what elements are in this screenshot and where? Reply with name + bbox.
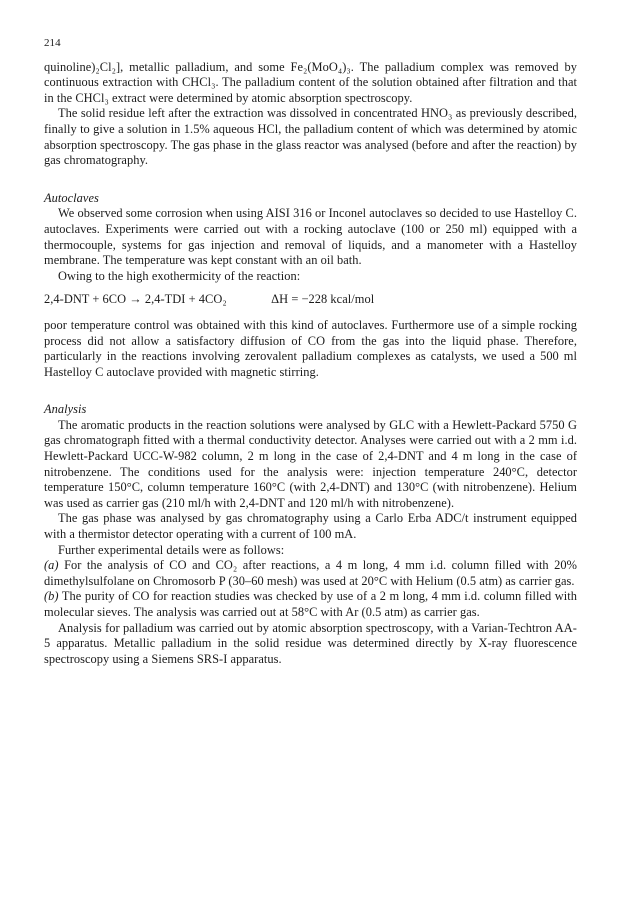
page-number: 214 [44,37,61,49]
analysis-paragraph-4: Analysis for palladium was carried out by atomic absorption spectroscopy, with a Varian-Techtron AA-5 apparatus. Metallic palladium in the solid residue was determined directly by X-ray fluorescence spectroscopy using a Siemens SRS-I apparatus. [44,620,577,666]
intro-paragraph-2: The solid residue left after the extraction was dissolved in concentrated HNO₃ as previously described, finally to give a solution in 1.5% aqueous HCl, the palladium content of which was determined by atomic absorption spectroscopy. The gas phase in the glass reactor was analysed (before and after the reaction) by gas chromatography. [44,106,577,168]
intro-paragraph-1: quinoline)₂Cl₂], metallic palladium, and some Fe₂(MoO₄)₃. The palladium complex was removed by continuous extraction with CHCl₃. The palladium content of the solution obtained after filtration and that in the CHCl₃ extract were determined by atomic absorption spectroscopy. [44,59,577,105]
item-a-label: (a) [44,558,59,573]
item-b-label: (b) [44,589,59,604]
analysis-item-b [44,589,577,620]
document-page [44,36,577,667]
analysis-paragraph-3: Further experimental details were as follows: [58,542,285,557]
item-a-text: For the analysis of CO and CO₂ after reactions, a 4 m long, 4 mm i.d. column filled with 20% dimethylsulfolane on Chromosorb P (30–60 mesh) was used at 20°C with Helium (0.5 atm) as carrier gas. [44,558,577,588]
equation-formula: 2,4-DNT + 6CO → 2,4-TDI + 4CO₂ [44,292,227,307]
analysis-item-a [44,558,577,589]
item-b-text: The purity of CO for reaction studies was checked by use of a 2 m long, 4 mm i.d. column filled with molecular sieves. The analysis was carried out at 58°C with Ar (0.5 atm) as carrier gas. [44,589,577,619]
autoclaves-paragraph-3: poor temperature control was obtained with this kind of autoclaves. Furthermore use of a simple rocking process did not allow a satisfactory diffusion of CO from the gas into the liquid phase. Therefore, particularly in the reactions involving zerovalent palladium complexes as catalysts, we used a 500 ml Hastelloy C autoclave provided with magnetic stirring. [44,317,577,379]
analysis-paragraph-2: The gas phase was analysed by gas chromatography using a Carlo Erba ADC/t instrument equipped with a thermistor detector operating with a current of 100 mA. [44,511,577,542]
analysis-heading: Analysis [44,402,87,417]
autoclaves-paragraph-1: We observed some corrosion when using AISI 316 or Inconel autoclaves so decided to use Hastelloy C. autoclaves. Experiments were carried out with a rocking autoclave (100 or 250 ml) equipped with a thermocouple, systems for gas injection and removal of liquids, and a manometer with a Hastelloy membrane. The temperature was kept constant with an oil bath. [44,206,577,268]
equation-enthalpy: ΔH = −228 kcal/mol [271,292,375,307]
autoclaves-heading: Autoclaves [44,190,99,205]
reaction-equation [44,292,577,308]
autoclaves-paragraph-2: Owing to the high exothermicity of the reaction: [58,268,301,283]
analysis-paragraph-1: The aromatic products in the reaction solutions were analysed by GLC with a Hewlett-Packard 5750 G gas chromatograph fitted with a thermal conductivity detector. Analyses were carried out with a 2 mm i.d. Hewlett-Packard UCC-W-982 column, 2 m long in the case of 2,4-DNT and 4 m long in the case of nitrobenzene. The conditions used for the analysis were: injection temperature 240°C, detector temperature 150°C, column temperature 160°C (with 2,4-DNT) and 130°C (with nitrobenzene). Helium was used as carrier gas (210 ml/h with 2,4-DNT and 120 ml/h with nitrobenzene). [44,417,577,510]
